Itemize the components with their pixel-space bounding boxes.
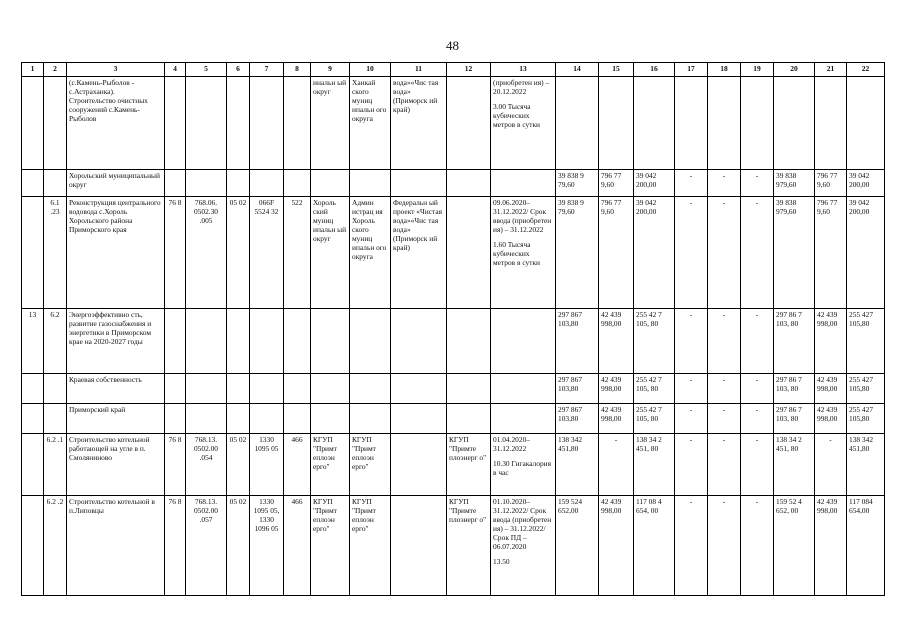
cell-col20: 297 86 7 103, 80 — [774, 404, 815, 434]
cell-col8: 466 — [284, 496, 311, 596]
header-cell: 17 — [675, 63, 708, 77]
cell-col17 — [675, 77, 708, 170]
cell-col21: 42 439 998,00 — [815, 309, 847, 374]
cell-dates: (приобретен ия) – 20.12.2022 — [493, 78, 550, 97]
cell-col12: КГУП "Примте плоэнерг о" — [447, 434, 491, 496]
header-cell: 6 — [227, 63, 250, 77]
cell-col5 — [186, 404, 227, 434]
cell-col22: 138 342 451,80 — [847, 434, 885, 496]
cell-col8 — [284, 309, 311, 374]
cell-number: 13 — [22, 309, 44, 374]
cell-col12 — [447, 77, 491, 170]
cell-capacity: 3.00 Тысяча кубических метров в сутки — [493, 102, 540, 130]
cell-col15: 796 77 9,60 — [599, 197, 634, 309]
cell-col5 — [186, 309, 227, 374]
cell-col5: 768.06. 0502.30 .005 — [186, 197, 227, 309]
cell-col17: - — [675, 404, 708, 434]
cell-name: Реконструкция центрального водовода с.Хороль Хорольского района Приморского края — [67, 197, 165, 309]
cell-col18: - — [708, 404, 741, 434]
header-cell: 20 — [774, 63, 815, 77]
cell-col17: - — [675, 374, 708, 404]
cell-col20: 159 52 4 652, 00 — [774, 496, 815, 596]
cell-col18: - — [708, 374, 741, 404]
cell-col10 — [350, 404, 391, 434]
cell-number — [22, 434, 44, 496]
page-number: 48 — [446, 38, 459, 53]
header-cell: 15 — [599, 63, 634, 77]
cell-col9: Хороль ский муниц ипальн ый округ — [311, 197, 350, 309]
cell-col9 — [311, 404, 350, 434]
cell-col4 — [165, 77, 186, 170]
cell-col19: - — [741, 374, 774, 404]
cell-col14: 159 524 652,00 — [556, 496, 599, 596]
cell-col18: - — [708, 496, 741, 596]
cell-col8: 522 — [284, 197, 311, 309]
cell-col10: КГУП "Примт еплоэн ерго" — [350, 496, 391, 596]
cell-dates: 09.06.2020– 31.12.2022/ Срок ввода (приобретен ия) – 31.12.2022 — [493, 198, 552, 235]
cell-col7: 1330 1095 05 — [250, 434, 284, 496]
header-cell: 18 — [708, 63, 741, 77]
cell-col9: КГУП "Примт еплоэн ерго" — [311, 496, 350, 596]
cell-col16: 255 42 7 105, 80 — [634, 374, 675, 404]
header-cell: 10 — [350, 63, 391, 77]
cell-number — [22, 496, 44, 596]
cell-col19: - — [741, 404, 774, 434]
cell-col20: 138 34 2 451, 80 — [774, 434, 815, 496]
cell-col6 — [227, 77, 250, 170]
cell-col16: 138 34 2 451, 80 — [634, 434, 675, 496]
header-cell: 9 — [311, 63, 350, 77]
cell-col11 — [391, 170, 447, 197]
cell-col8 — [284, 77, 311, 170]
header-cell: 4 — [165, 63, 186, 77]
cell-col12: КГУП "Примте плоэнерг о" — [447, 496, 491, 596]
cell-col6 — [227, 309, 250, 374]
cell-col7: 066F 5524 32 — [250, 197, 284, 309]
cell-col15: - — [599, 434, 634, 496]
cell-col4: 76 8 — [165, 496, 186, 596]
cell-col14: 39 838 9 79,60 — [556, 170, 599, 197]
header-cell: 3 — [67, 63, 165, 77]
cell-col22: 39 042 200,00 — [847, 197, 885, 309]
cell-col11 — [391, 309, 447, 374]
cell-col10: Админ истрац ия Хороль ского муниц ипальн ого округа — [350, 197, 391, 309]
cell-capacity: 13.50 — [493, 557, 510, 567]
table-row — [22, 77, 885, 170]
cell-name: Хорольский муниципальный округ — [67, 170, 165, 197]
cell-code — [44, 77, 67, 170]
cell-code: 6.2 .2 — [44, 496, 67, 596]
cell-col15: 796 77 9,60 — [599, 170, 634, 197]
cell-col22: 117 084 654,00 — [847, 496, 885, 596]
cell-col21: 42 439 998,00 — [815, 404, 847, 434]
cell-name: Краевая собственность — [67, 374, 165, 404]
cell-col10: Ханкай ского муниц ипальн ого округа — [350, 77, 391, 170]
cell-col12 — [447, 309, 491, 374]
cell-col9 — [311, 374, 350, 404]
cell-col21: 42 439 998,00 — [815, 374, 847, 404]
cell-col19 — [741, 77, 774, 170]
cell-col16 — [634, 77, 675, 170]
cell-col9: инальн ый округ — [311, 77, 350, 170]
cell-dates: 01.10.2020– 31.12.2022/ Срок ввода (приобретен ия) – 31.12.2022/ Срок ПД – 06.07.2020 — [493, 497, 552, 552]
cell-col6 — [227, 374, 250, 404]
header-cell: 7 — [250, 63, 284, 77]
cell-col10 — [350, 170, 391, 197]
cell-code — [44, 170, 67, 197]
cell-col9 — [311, 309, 350, 374]
cell-number — [22, 197, 44, 309]
cell-col20: 39 838 979,60 — [774, 170, 815, 197]
cell-col11 — [391, 404, 447, 434]
cell-col13 — [491, 374, 556, 404]
cell-col8 — [284, 170, 311, 197]
cell-col4 — [165, 309, 186, 374]
cell-col17: - — [675, 197, 708, 309]
cell-col6: 05 02 — [227, 496, 250, 596]
cell-col8 — [284, 404, 311, 434]
cell-name: Энергоэффективно сть, развитие газоснабжения и энергетики в Приморском крае на 2020-2027 годы — [67, 309, 165, 374]
cell-col15: 42 439 998,00 — [599, 404, 634, 434]
cell-col12 — [447, 197, 491, 309]
cell-number — [22, 404, 44, 434]
cell-col13 — [491, 434, 556, 496]
cell-col17: - — [675, 434, 708, 496]
cell-col14: 138 342 451,80 — [556, 434, 599, 496]
cell-col11 — [391, 496, 447, 596]
cell-col21: 42 439 998,00 — [815, 496, 847, 596]
cell-col18: - — [708, 197, 741, 309]
header-cell: 14 — [556, 63, 599, 77]
cell-col4 — [165, 170, 186, 197]
cell-code — [44, 404, 67, 434]
cell-col20: 297 86 7 103, 80 — [774, 309, 815, 374]
cell-col9: КГУП "Примт еплоэн ерго" — [311, 434, 350, 496]
cell-col16: 117 08 4 654, 00 — [634, 496, 675, 596]
table-row — [22, 197, 885, 309]
cell-col4 — [165, 404, 186, 434]
cell-col7: 1330 1095 05, 1330 1096 05 — [250, 496, 284, 596]
cell-col5 — [186, 170, 227, 197]
cell-col14: 297 867 103,80 — [556, 309, 599, 374]
cell-number — [22, 170, 44, 197]
cell-col13 — [491, 77, 556, 170]
cell-col16: 39 042 200,00 — [634, 197, 675, 309]
cell-col16: 255 42 7 105, 80 — [634, 309, 675, 374]
cell-code: 6.1 .23 — [44, 197, 67, 309]
cell-col16: 255 42 7 105, 80 — [634, 404, 675, 434]
cell-col15: 42 439 998,00 — [599, 496, 634, 596]
table-row — [22, 496, 885, 596]
header-cell: 1 — [22, 63, 44, 77]
header-cell: 2 — [44, 63, 67, 77]
cell-col4: 76 8 — [165, 197, 186, 309]
cell-col17: - — [675, 170, 708, 197]
cell-col19: - — [741, 170, 774, 197]
header-row — [22, 63, 885, 77]
cell-col20 — [774, 77, 815, 170]
cell-col8: 466 — [284, 434, 311, 496]
cell-col10 — [350, 309, 391, 374]
cell-col22: 39 042 200,00 — [847, 170, 885, 197]
cell-col22: 255 427 105,80 — [847, 374, 885, 404]
cell-col4 — [165, 374, 186, 404]
cell-col11 — [391, 374, 447, 404]
cell-col16: 39 042 200,00 — [634, 170, 675, 197]
cell-col20: 39 838 979,60 — [774, 197, 815, 309]
cell-col19: - — [741, 434, 774, 496]
cell-col8 — [284, 374, 311, 404]
cell-col17: - — [675, 309, 708, 374]
cell-col12 — [447, 374, 491, 404]
cell-col6 — [227, 404, 250, 434]
cell-col14: 39 838 9 79,60 — [556, 197, 599, 309]
cell-number — [22, 374, 44, 404]
cell-col6 — [227, 170, 250, 197]
cell-col12 — [447, 404, 491, 434]
cell-col5 — [186, 77, 227, 170]
cell-col13 — [491, 197, 556, 309]
cell-col7 — [250, 77, 284, 170]
header-cell: 12 — [447, 63, 491, 77]
cell-col4: 76 8 — [165, 434, 186, 496]
header-cell: 21 — [815, 63, 847, 77]
header-cell: 13 — [491, 63, 556, 77]
cell-col17: - — [675, 496, 708, 596]
cell-col21: 796 77 9,60 — [815, 197, 847, 309]
cell-number — [22, 77, 44, 170]
cell-col10 — [350, 374, 391, 404]
cell-name: Приморский край — [67, 404, 165, 434]
cell-col18: - — [708, 170, 741, 197]
cell-col11: Федеральн ый проект «Чистая вода»«Чис тая вода» (Приморск ий край) — [391, 197, 447, 309]
cell-code: 6.2 — [44, 309, 67, 374]
cell-col21 — [815, 77, 847, 170]
cell-col19: - — [741, 309, 774, 374]
cell-col14: 297 867 103,80 — [556, 404, 599, 434]
cell-col7 — [250, 309, 284, 374]
cell-capacity: 10.30 Гигакалория в час — [493, 459, 551, 478]
cell-col22 — [847, 77, 885, 170]
header-cell: 5 — [186, 63, 227, 77]
cell-name: Строительство котельной в п.Липовцы — [67, 496, 165, 596]
cell-col22: 255 427 105,80 — [847, 404, 885, 434]
cell-name: (с.Камень-Рыболов - с.Астраханка). Строительство очистных сооружений с.Камень-Рыболов — [67, 77, 165, 170]
cell-col11: вода»«Чис тая вода» (Приморск ий край) — [391, 77, 447, 170]
table-row — [22, 404, 885, 434]
cell-col11 — [391, 434, 447, 496]
header-cell: 19 — [741, 63, 774, 77]
cell-col12 — [447, 170, 491, 197]
cell-col7 — [250, 404, 284, 434]
cell-code — [44, 374, 67, 404]
cell-capacity: 1.60 Тысяча кубических метров в сутки — [493, 240, 540, 268]
cell-col15 — [599, 77, 634, 170]
cell-col13 — [491, 170, 556, 197]
cell-col18: - — [708, 309, 741, 374]
cell-name: Строительство котельной работающей на угле в п. Смоляниново — [67, 434, 165, 496]
cell-col13 — [491, 496, 556, 596]
cell-col18: - — [708, 434, 741, 496]
cell-col7 — [250, 374, 284, 404]
cell-col5: 768.13. 0502.00 .054 — [186, 434, 227, 496]
cell-col14 — [556, 77, 599, 170]
cell-col7 — [250, 170, 284, 197]
cell-col6: 05 02 — [227, 197, 250, 309]
cell-col13 — [491, 309, 556, 374]
cell-col19: - — [741, 496, 774, 596]
cell-col5 — [186, 374, 227, 404]
header-cell: 22 — [847, 63, 885, 77]
cell-col9 — [311, 170, 350, 197]
cell-col21: - — [815, 434, 847, 496]
budget-table — [21, 62, 885, 596]
cell-col20: 297 86 7 103, 80 — [774, 374, 815, 404]
cell-col5: 768.13. 0502.00 .057 — [186, 496, 227, 596]
table-row — [22, 309, 885, 374]
cell-code: 6.2 .1 — [44, 434, 67, 496]
cell-col14: 297 867 103,80 — [556, 374, 599, 404]
table-row — [22, 434, 885, 496]
cell-col15: 42 439 998,00 — [599, 309, 634, 374]
header-cell: 11 — [391, 63, 447, 77]
header-cell: 16 — [634, 63, 675, 77]
cell-col10: КГУП "Примт еплоэн ерго" — [350, 434, 391, 496]
cell-col19: - — [741, 197, 774, 309]
table-row — [22, 374, 885, 404]
header-cell: 8 — [284, 63, 311, 77]
cell-col22: 255 427 105,80 — [847, 309, 885, 374]
cell-col18 — [708, 77, 741, 170]
cell-col6: 05 02 — [227, 434, 250, 496]
table-row — [22, 170, 885, 197]
cell-col15: 42 439 998,00 — [599, 374, 634, 404]
cell-dates: 01.04.2020– 31.12.2022 — [493, 435, 530, 454]
cell-col21: 796 77 9,60 — [815, 170, 847, 197]
cell-col13 — [491, 404, 556, 434]
